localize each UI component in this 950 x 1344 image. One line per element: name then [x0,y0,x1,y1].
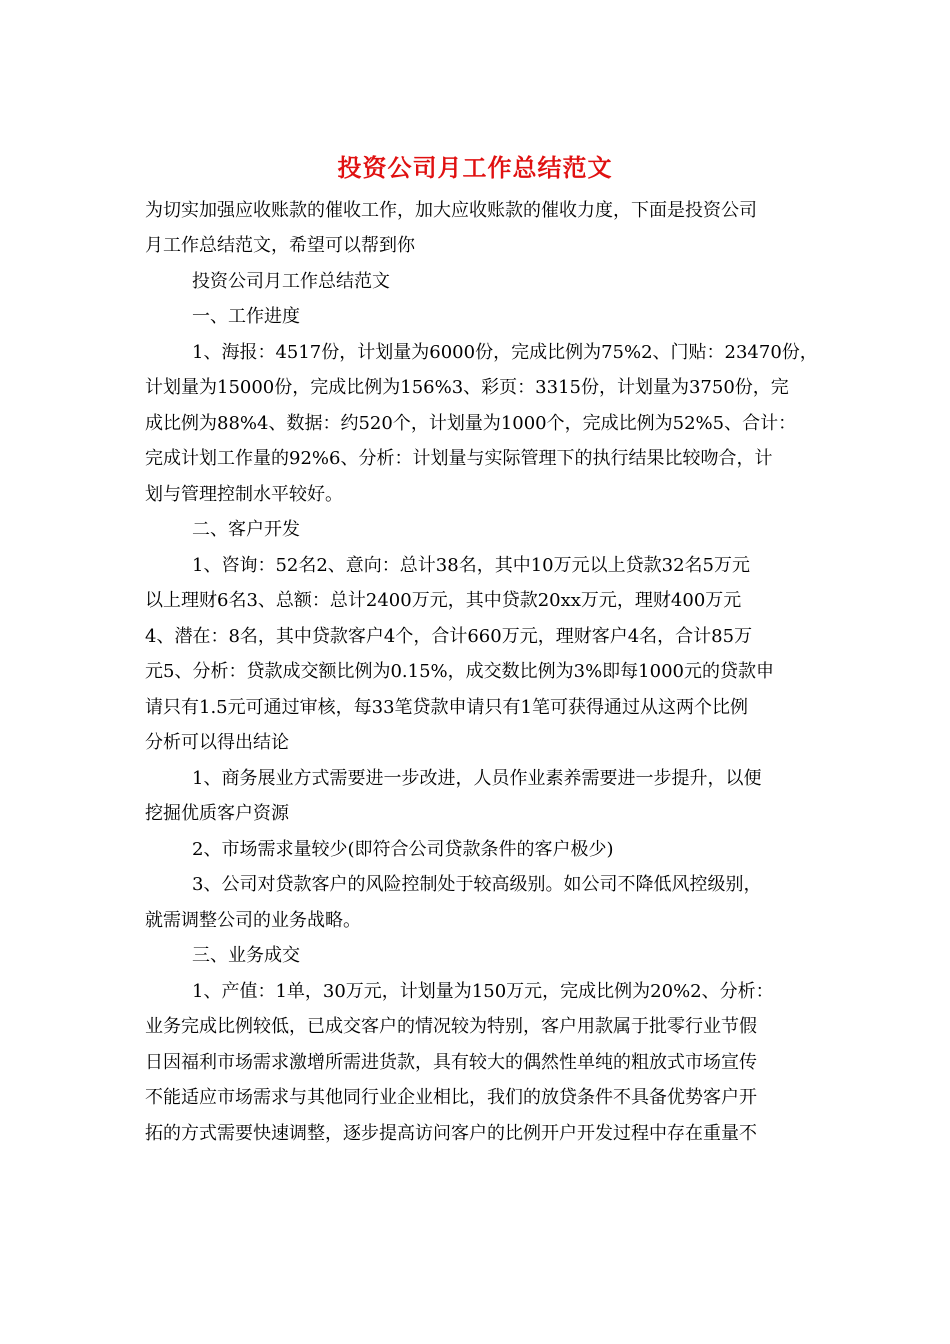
intro-line-1: 为切实加强应收账款的催收工作，加大应收账款的催收力度，下面是投资公司 [145,200,757,221]
paragraph-line: 1、咨询：52名2、意向：总计38名，其中10万元以上贷款32名5万元 [192,555,750,576]
paragraph-line: 成比例为88%4、数据：约520个，计划量为1000个，完成比例为52%5、合计： [145,413,797,434]
paragraph-line: 业务完成比例较低，已成交客户的情况较为特别，客户用款属于批零行业节假 [145,1016,757,1037]
document-title: 投资公司月工作总结范文 [337,153,613,182]
paragraph-line: 1、海报：4517份，计划量为6000份，完成比例为75%2、门贴：23470份， [192,342,818,363]
paragraph-line: 划与管理控制水平较好。 [145,484,343,505]
paragraph-line: 元5、分析：贷款成交额比例为0.15%，成交数比例为3%即每1000元的贷款申 [145,661,774,682]
paragraph-line: 日因福利市场需求激增所需进货款，具有较大的偶然性单纯的粗放式市场宣传 [145,1052,757,1073]
paragraph-line: 以上理财6名3、总额：总计2400万元，其中贷款20xx万元，理财400万元 [145,590,742,611]
paragraph-line: 请只有1.5元可通过审核，每33笔贷款申请只有1笔可获得通过从这两个比例 [145,697,748,718]
section-heading-3: 三、业务成交 [192,945,300,966]
paragraph-line: 1、产值：1单，30万元，计划量为150万元，完成比例为20%2、分析： [192,981,774,1002]
paragraph-line: 2、市场需求量较少(即符合公司贷款条件的客户极少) [192,839,614,860]
paragraph-line: 3、公司对贷款客户的风险控制处于较高级别。如公司不降低风控级别， [192,874,762,895]
paragraph-line: 挖掘优质客户资源 [145,803,289,824]
paragraph-line: 1、商务展业方式需要进一步改进，人员作业素养需要进一步提升，以便 [192,768,762,789]
intro-line-2: 月工作总结范文，希望可以帮到你 [145,235,415,256]
paragraph-line: 完成计划工作量的92%6、分析：计划量与实际管理下的执行结果比较吻合，计 [145,448,773,469]
paragraph-line: 4、潜在：8名，其中贷款客户4个，合计660万元，理财客户4名，合计85万 [145,626,753,647]
paragraph-line: 拓的方式需要快速调整，逐步提高访问客户的比例开户开发过程中存在重量不 [145,1123,757,1144]
paragraph-line: 分析可以得出结论 [145,732,289,753]
paragraph-line: 就需调整公司的业务战略。 [145,910,361,931]
subtitle-line: 投资公司月工作总结范文 [192,271,390,292]
paragraph-line: 不能适应市场需求与其他同行业企业相比，我们的放贷条件不具备优势客户开 [145,1087,757,1108]
paragraph-line: 计划量为15000份，完成比例为156%3、彩页：3315份，计划量为3750份，完 [145,377,789,398]
section-heading-2: 二、客户开发 [192,519,300,540]
section-heading-1: 一、工作进度 [192,306,300,327]
